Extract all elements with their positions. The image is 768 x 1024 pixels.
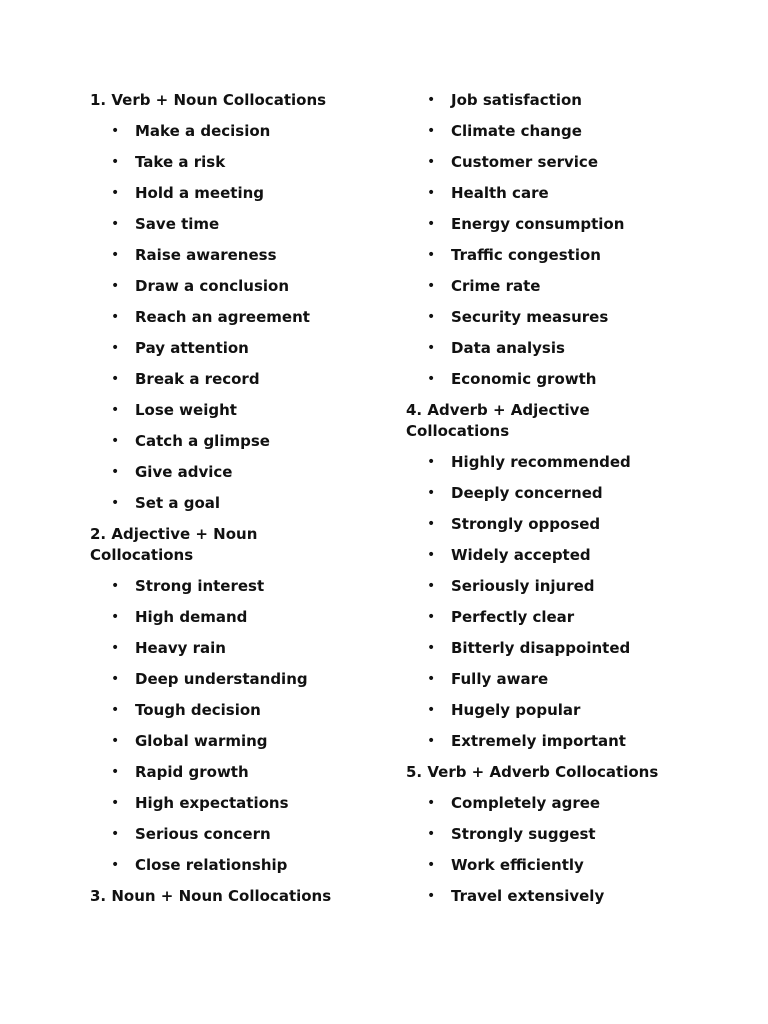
list-item: • Crime rate [406,276,676,307]
list-item: • Tough decision [90,700,355,731]
list-item: • Economic growth [406,369,676,400]
section-heading-verb-noun: 1. Verb + Noun Collocations [90,91,327,109]
list-item: • Climate change [406,121,676,152]
list-item: • Close relationship [90,855,355,886]
list-item: • Catch a glimpse [90,431,355,462]
list-item: • Make a decision [90,121,355,152]
list-item: • Serious concern [90,824,355,855]
list-item: • Take a risk [90,152,355,183]
list-item: • Energy consumption [406,214,676,245]
list-item: • Strongly suggest [406,824,676,855]
left-column [90,90,355,917]
list-item: • Widely accepted [406,545,676,576]
list-item: • Deeply concerned [406,483,676,514]
adverb-adjective-list [406,452,676,762]
list-item: • Bitterly disappointed [406,638,676,669]
list-item: • Completely agree [406,793,676,824]
list-item: • Highly recommended [406,452,676,483]
list-item: • Hugely popular [406,700,676,731]
list-item: • Deep understanding [90,669,355,700]
list-item: • High expectations [90,793,355,824]
list-item: • Perfectly clear [406,607,676,638]
list-item: • Set a goal [90,493,355,524]
verb-adverb-list [406,793,676,917]
list-item: • Strongly opposed [406,514,676,545]
section-heading-noun-noun: 3. Noun + Noun Collocations [90,887,332,905]
list-item: • Pay attention [90,338,355,369]
list-item: • Health care [406,183,676,214]
section-heading-adverb-adjective: 4. Adverb + Adjective Collocations [406,401,590,440]
list-item: • Break a record [90,369,355,400]
right-column [406,90,676,917]
list-item: • Hold a meeting [90,183,355,214]
adjective-noun-list [90,576,355,886]
list-item: • Data analysis [406,338,676,369]
list-item: • Travel extensively [406,886,676,917]
noun-noun-list [406,90,676,400]
list-item: • Strong interest [90,576,355,607]
list-item: • Extremely important [406,731,676,762]
list-item: • Heavy rain [90,638,355,669]
section-heading-adjective-noun: 2. Adjective + Noun Collocations [90,525,258,564]
list-item: • Traffic congestion [406,245,676,276]
verb-noun-list [90,121,355,524]
section-heading-verb-adverb: 5. Verb + Adverb Collocations [406,763,659,781]
list-item: • Give advice [90,462,355,493]
list-item: • Save time [90,214,355,245]
list-item: • Reach an agreement [90,307,355,338]
list-item: • Job satisfaction [406,90,676,121]
list-item: • Rapid growth [90,762,355,793]
list-item: • High demand [90,607,355,638]
list-item: • Work efficiently [406,855,676,886]
list-item: • Seriously injured [406,576,676,607]
list-item: • Global warming [90,731,355,762]
list-item: • Security measures [406,307,676,338]
list-item: • Raise awareness [90,245,355,276]
list-item: • Customer service [406,152,676,183]
list-item: • Fully aware [406,669,676,700]
list-item: • Lose weight [90,400,355,431]
list-item: • Draw a conclusion [90,276,355,307]
